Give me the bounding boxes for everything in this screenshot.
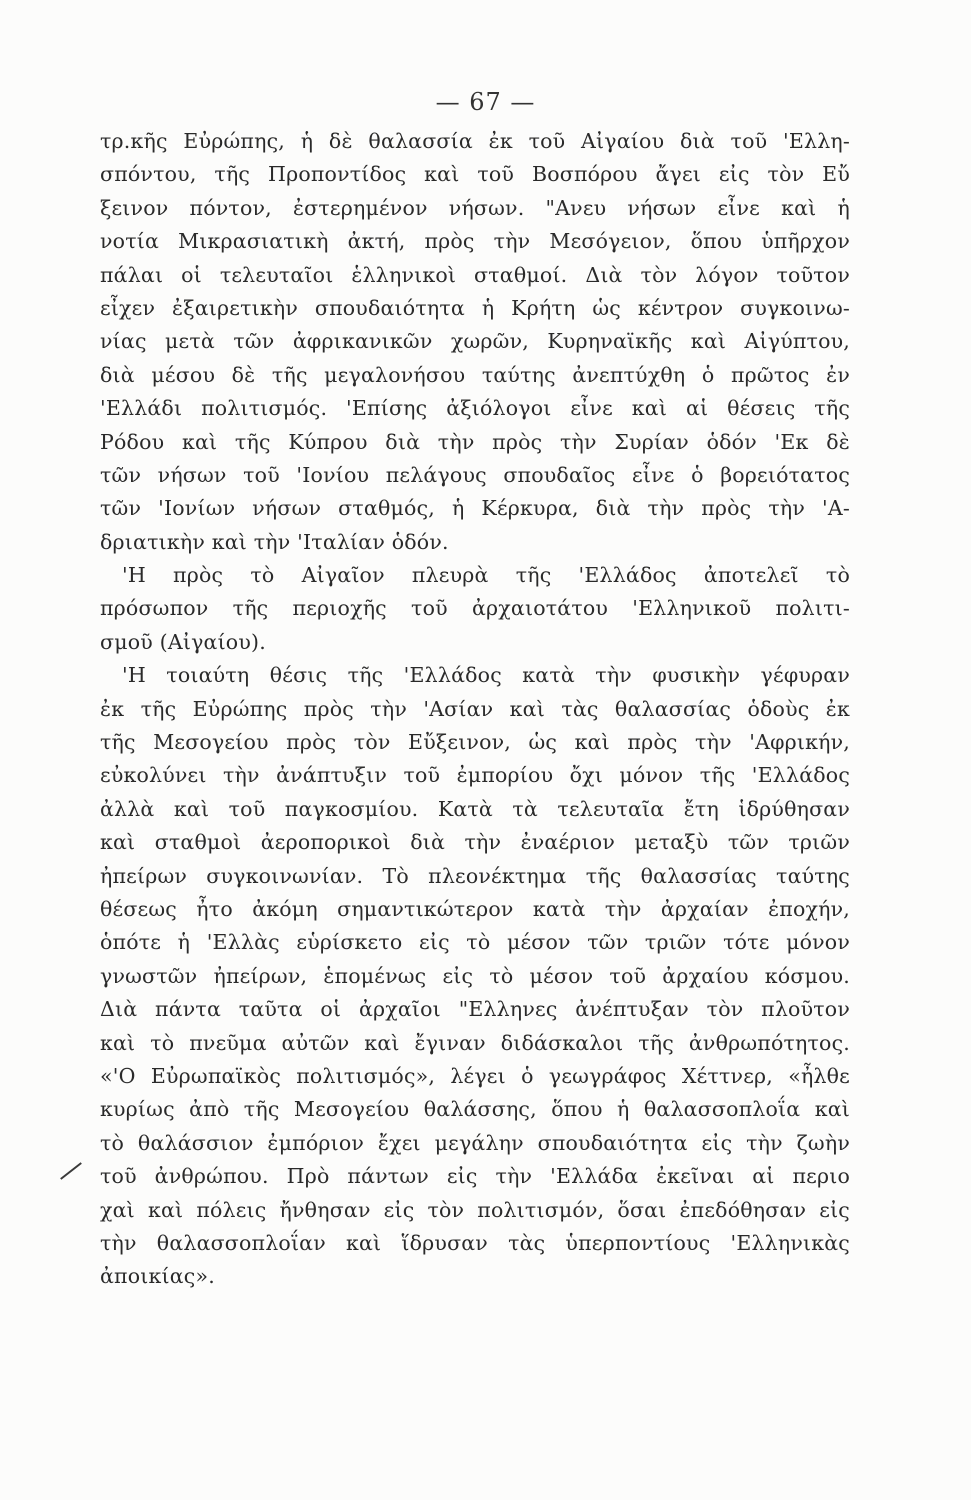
text-line: τὴν θαλασσοπλοΐαν καὶ ἵδρυσαν τὰς ὑπερποντίους 'Ελληνικὰς (100, 1230, 850, 1255)
text-line: κυρίως ἀπὸ τῆς Μεσογείου θαλάσσης, ὅπου ἡ θαλασσοπλοΐα καὶ (100, 1097, 850, 1122)
text-line: ἠπείρων συγκοινωνίαν. Τὸ πλεονέκτημα τῆς θαλασσίας ταύτης (100, 863, 850, 888)
text-line: ἀλλὰ καὶ τοῦ παγκοσμίου. Κατὰ τὰ τελευταῖα ἔτη ἱδρύθησαν (100, 796, 850, 821)
text-line: χαὶ καὶ πόλεις ἤνθησαν εἰς τὸν πολιτισμόν, ὅσαι ἐπεδόθησαν εἰς (100, 1197, 850, 1222)
text-line: τρ.κῆς Εὐρώπης, ἡ δὲ θαλασσία ἐκ τοῦ Αἰγαίου διὰ τοῦ 'Ελλη- (100, 129, 850, 153)
text-line: καὶ τὸ πνεῦμα αὐτῶν καὶ ἔγιναν διδάσκαλοι τῆς ἀνθρωπότητος. (100, 1030, 850, 1055)
text-line: γνωστῶν ἠπείρων, ἑπομένως εἰς τὸ μέσον τοῦ ἀρχαίου κόσμου. (100, 963, 850, 988)
text-line: «'Ο Εὐρωπαϊκὸς πολιτισμός», λέγει ὁ γεωγράφος Χέττνερ, «ἦλθε (100, 1063, 850, 1088)
page-number: — 67 — (435, 88, 536, 116)
text-line: Ρόδου καὶ τῆς Κύπρου διὰ τὴν πρὸς τὴν Συρίαν ὁδόν 'Εκ δὲ (100, 429, 850, 454)
text-line: 'Η πρὸς τὸ Αἰγαῖον πλευρὰ τῆς 'Ελλάδος ἀποτελεῖ τὸ (122, 563, 850, 588)
text-line: ἐκ τῆς Εὐρώπης πρὸς τὴν 'Ασίαν καὶ τὰς θαλασσίας ὁδοὺς ἐκ (100, 696, 850, 721)
text-line: δριατικὴν καὶ τὴν 'Ιταλίαν ὁδόν. (100, 529, 449, 554)
text-line: εὐκολύνει τὴν ἀνάπτυξιν τοῦ ἐμπορίου ὄχι μόνον τῆς 'Ελλάδος (100, 763, 850, 788)
text-line: πρόσωπον τῆς περιοχῆς τοῦ ἀρχαιοτάτου 'Ελληνικοῦ πολιτι- (100, 596, 850, 621)
text-line: ξεινον πόντον, ἐστερημένον νήσων. "Ανευ νήσων εἶνε καὶ ἡ (100, 195, 850, 220)
text-line: ἀποικίας». (100, 1264, 215, 1289)
text-line: εἶχεν ἐξαιρετικὴν σπουδαιότητα ἡ Κρήτη ὡς κέντρον συγκοινω- (100, 295, 850, 320)
text-line: σμοῦ (Αἰγαίου). (100, 629, 266, 654)
text-line: τοῦ ἀνθρώπου. Πρὸ πάντων εἰς τὴν 'Ελλάδα ἐκεῖναι αἱ περιο (100, 1164, 850, 1189)
text-line: 'Ελλάδι πολιτισμός. 'Επίσης ἀξιόλογοι εἶνε καὶ αἱ θέσεις τῆς (100, 396, 850, 421)
text-line: σπόντου, τῆς Προποντίδος καὶ τοῦ Βοσπόρου ἄγει εἰς τὸν Εὔ (100, 162, 850, 187)
text-line: 'Η τοιαύτη θέσις τῆς 'Ελλάδος κατὰ τὴν φυσικὴν γέφυραν (122, 663, 850, 688)
text-line: τὸ θαλάσσιον ἐμπόριον ἔχει μεγάλην σπουδαιότητα εἰς τὴν ζωὴν (100, 1130, 850, 1155)
text-line: νοτία Μικρασιατικὴ ἀκτή, πρὸς τὴν Μεσόγειον, ὅπου ὑπῆρχον (100, 229, 850, 254)
text-line: καὶ σταθμοὶ ἀεροπορικοὶ διὰ τὴν ἐναέριον μεταξὺ τῶν τριῶν (100, 830, 850, 855)
text-line: θέσεως ἦτο ἀκόμη σημαντικώτερον κατὰ τὴν ἀρχαίαν ἐποχήν, (100, 896, 850, 921)
text-line: πάλαι οἱ τελευταῖοι ἑλληνικοὶ σταθμοί. Διὰ τὸν λόγον τοῦτον (100, 262, 850, 287)
text-line: Διὰ πάντα ταῦτα οἱ ἀρχαῖοι "Ελληνες ἀνέπτυξαν τὸν πλοῦτον (100, 997, 850, 1022)
text-line: διὰ μέσου δὲ τῆς μεγαλονήσου ταύτης ἀνεπτύχθη ὁ πρῶτος ἐν (100, 362, 850, 387)
text-line: ὁπότε ἡ 'Ελλὰς εὑρίσκετο εἰς τὸ μέσον τῶν τριῶν τότε μόνον (100, 930, 850, 955)
text-line: νίας μετὰ τῶν ἀφρικανικῶν χωρῶν, Κυρηναϊκῆς καὶ Αἰγύπτου, (100, 329, 850, 354)
body-text (100, 125, 850, 1294)
text-line: τῶν 'Ιονίων νήσων σταθμός, ἡ Κέρκυρα, διὰ τὴν πρὸς τὴν 'Α- (100, 496, 850, 521)
margin-pencil-mark (60, 1162, 82, 1180)
text-line: τῆς Μεσογείου πρὸς τὸν Εὔξεινον, ὡς καὶ πρὸς τὴν 'Αφρικήν, (100, 730, 850, 755)
text-line: τῶν νήσων τοῦ 'Ιονίου πελάγους σπουδαῖος εἶνε ὁ βορειότατος (100, 462, 850, 487)
